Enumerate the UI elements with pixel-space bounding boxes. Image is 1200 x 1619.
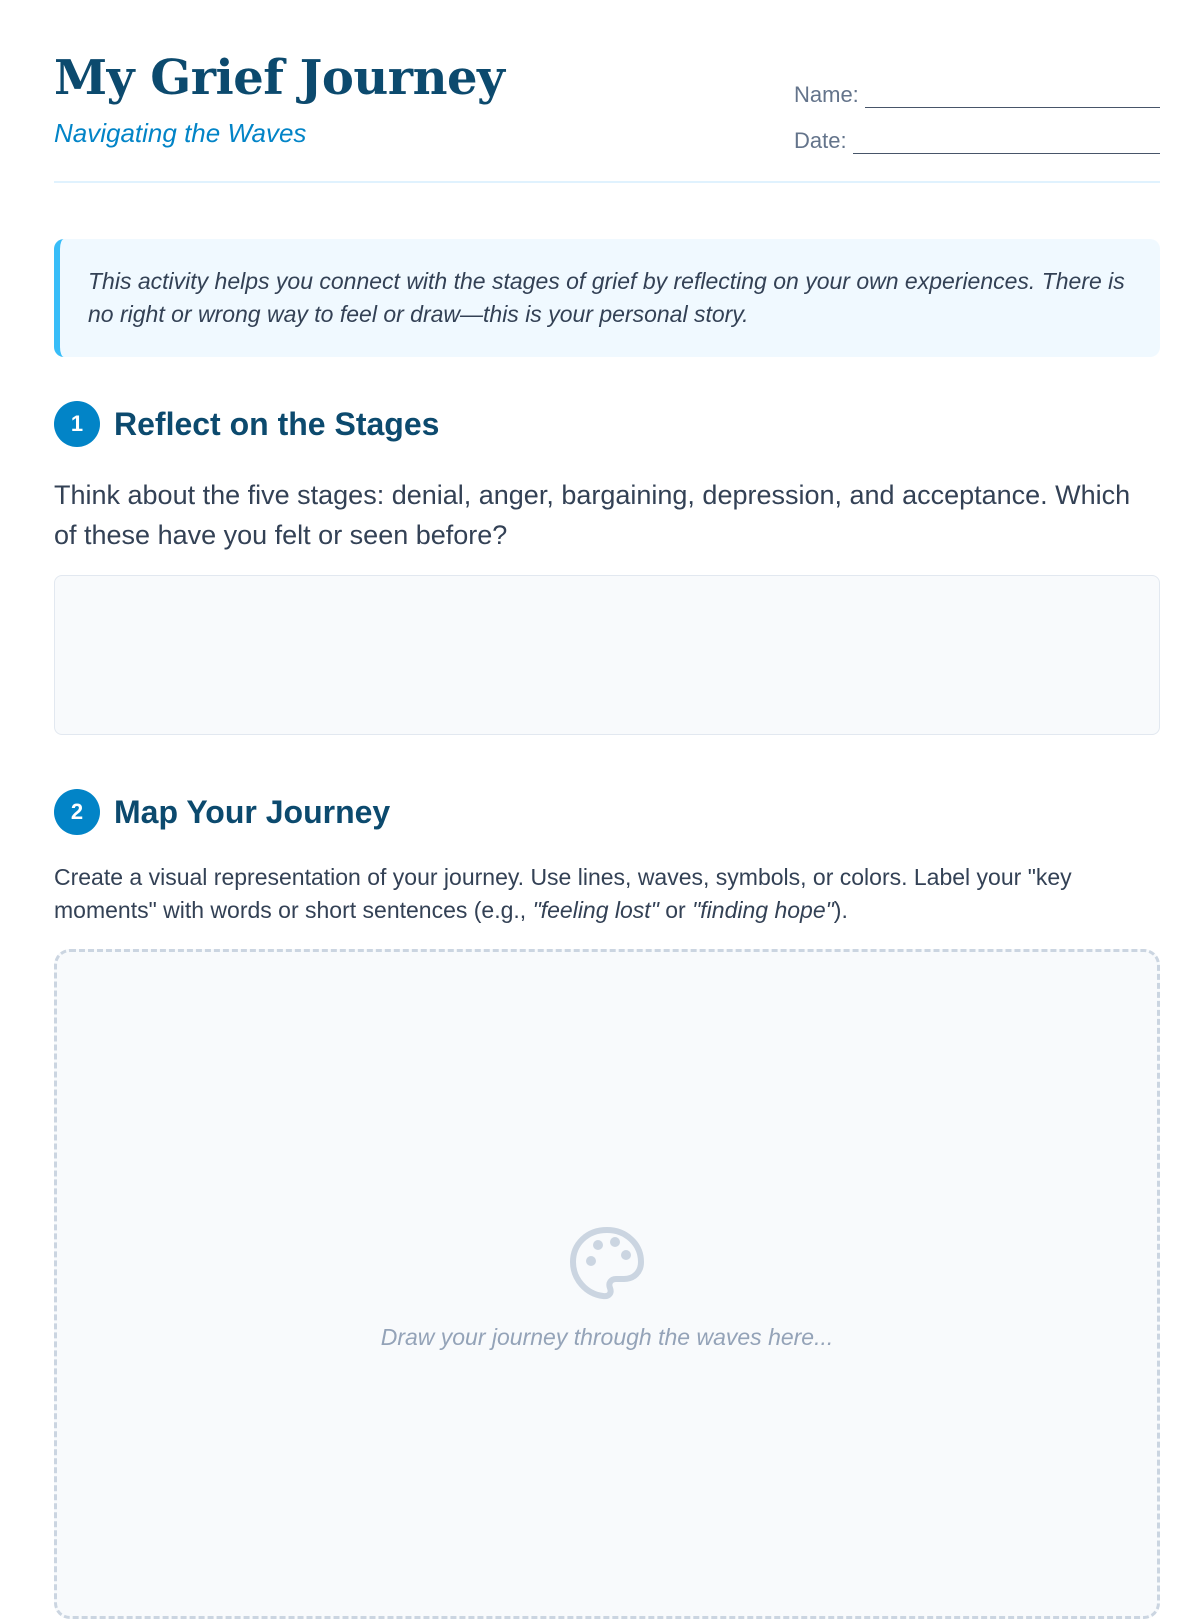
prompt-text-or: or: [658, 897, 693, 923]
name-field[interactable]: [865, 87, 1160, 108]
date-row: [794, 122, 1160, 154]
prompt-text-start: Create a visual representation of your journey. Use lines, waves, symbols, or colors. Label your "key moments" with words or short sentences (e.g.,: [54, 864, 1072, 923]
step-badge-1: 1: [54, 401, 100, 447]
step-badge-2: 2: [54, 789, 100, 835]
section-2-prompt: [54, 861, 1160, 927]
worksheet-header: [54, 0, 1160, 183]
reflection-answer-box[interactable]: [54, 575, 1160, 735]
page-subtitle: Navigating the Waves: [54, 118, 307, 148]
name-row: [794, 76, 1160, 108]
section-2-header: [54, 789, 1160, 835]
student-info: [794, 76, 1160, 168]
section-1-header: [54, 401, 1160, 447]
example-finding-hope: "finding hope": [692, 897, 834, 923]
section-1-prompt: Think about the five stages: denial, anger, bargaining, depression, and acceptance. Which of these have you felt or seen before?: [54, 480, 1131, 550]
page-title: My Grief Journey: [54, 50, 505, 106]
intro-callout: This activity helps you connect with the stages of grief by reflecting on your own experiences. There is no right or wrong way to feel or draw—this is your personal story.: [54, 239, 1160, 357]
drawing-area[interactable]: [54, 949, 1160, 1619]
section-2-title: Map Your Journey: [114, 793, 391, 830]
name-label: Name:: [794, 82, 859, 107]
example-feeling-lost: "feeling lost": [532, 897, 659, 923]
prompt-text-end: ).: [833, 897, 848, 923]
date-label: Date:: [794, 128, 847, 153]
date-field[interactable]: [853, 133, 1160, 154]
palette-icon: [567, 1224, 647, 1304]
section-1-title: Reflect on the Stages: [114, 405, 440, 442]
drawing-placeholder: Draw your journey through the waves here...: [380, 1324, 834, 1350]
